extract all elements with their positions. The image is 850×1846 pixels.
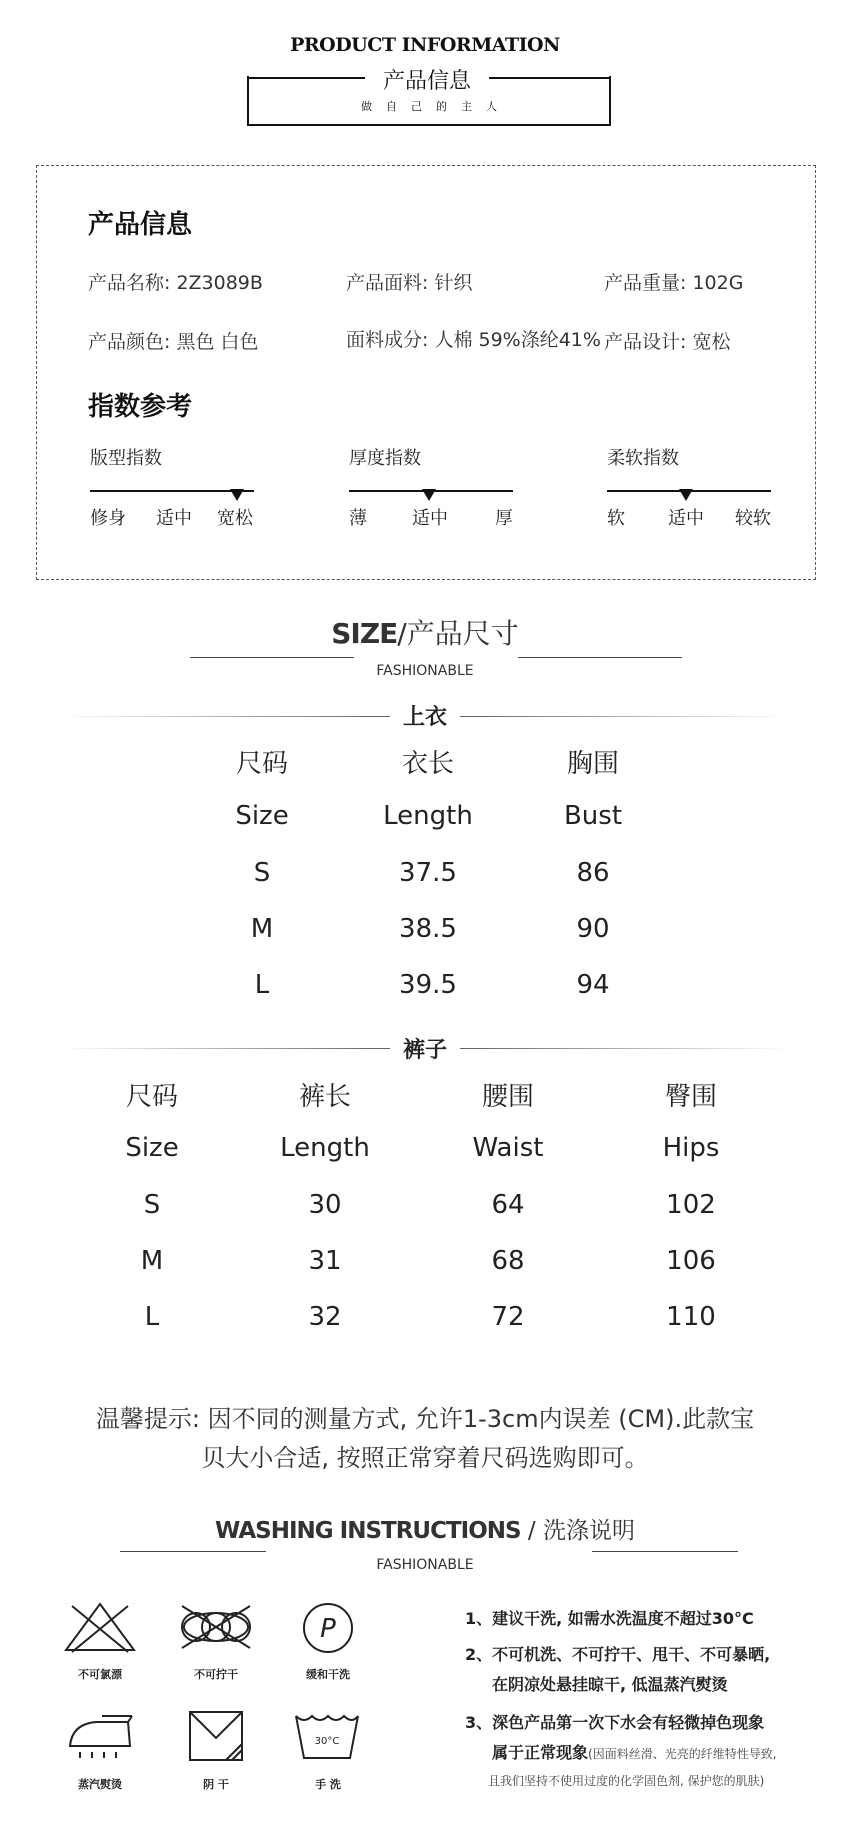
pants-row-l-size: L (144, 1302, 160, 1332)
pants-header-zh-waist: 腰围 (481, 1082, 534, 1112)
pants-row-m-waist: 68 (491, 1246, 525, 1276)
top-row-l-size: L (254, 970, 270, 1000)
scale-fit-tick-3: 宽松 (217, 508, 253, 529)
scale-thickness-tick-2: 适中 (412, 508, 448, 529)
steam-iron-caption: 蒸汽熨烫 (78, 1778, 122, 1791)
wash-instruction-2: 2、不可机洗、不可拧干、甩干、不可暴晒, (465, 1645, 771, 1664)
top-row-m-length: 38.5 (399, 914, 457, 944)
pants-header-en-size: Size (125, 1133, 179, 1163)
scale-softness-label: 柔软指数 (607, 448, 679, 469)
scale-softness-marker-icon (679, 489, 693, 501)
shade-dry-caption: 阴 干 (203, 1778, 229, 1791)
pants-row-m-hips: 106 (666, 1246, 716, 1276)
pants-row-s-length: 30 (308, 1190, 342, 1220)
pants-row-m-length: 31 (308, 1246, 342, 1276)
size-title-zh: /产品尺寸 (397, 617, 519, 650)
top-row-s-bust: 86 (576, 858, 610, 888)
steam-iron-icon (62, 1710, 138, 1762)
scale-softness-tick-1: 软 (607, 508, 625, 529)
hand-wash-icon (292, 1708, 362, 1764)
info-product-name: 产品名称: 2Z3089B (88, 272, 263, 294)
washing-title-zh: / 洗涤说明 (520, 1518, 635, 1544)
wash-instruction-3: 3、深色产品第一次下水会有轻微掉色现象 (465, 1713, 765, 1732)
size-tip-line-1: 温馨提示: 因不同的测量方式, 允许1-3cm内误差 (CM).此款宝 (95, 1405, 755, 1433)
scale-fit-tick-1: 修身 (90, 508, 126, 529)
no-wring-caption: 不可拧干 (194, 1668, 238, 1681)
scale-thickness-label: 厚度指数 (349, 448, 421, 469)
info-product-design: 产品设计: 宽松 (604, 331, 731, 353)
top-header-en-length: Length (383, 801, 473, 831)
shade-dry-icon (186, 1708, 246, 1764)
dry-clean-caption: 缓和干洗 (306, 1668, 350, 1681)
pants-table-title: 裤子 (402, 1038, 447, 1063)
top-table-title: 上衣 (402, 705, 447, 730)
header-rule-right (489, 77, 611, 79)
top-header-en-size: Size (235, 801, 289, 831)
no-bleach-icon (62, 1600, 138, 1654)
pants-header-en-waist: Waist (472, 1133, 544, 1163)
hand-wash-caption: 手 洗 (315, 1778, 341, 1791)
top-row-l-bust: 94 (576, 970, 610, 1000)
wash-instruction-1: 1、建议干洗, 如需水洗温度不超过30°C (465, 1609, 754, 1628)
pants-row-s-hips: 102 (666, 1190, 716, 1220)
top-row-s-length: 37.5 (399, 858, 457, 888)
wash-instruction-2b: 在阴凉处悬挂晾干, 低温蒸汽熨烫 (492, 1675, 728, 1694)
washing-section-title (0, 1512, 850, 1545)
hand-wash-temp: 30°C (314, 1736, 340, 1747)
info-product-weight: 产品重量: 102G (604, 272, 744, 294)
size-title-rule-right (518, 657, 682, 658)
info-product-color: 产品颜色: 黑色 白色 (88, 331, 259, 353)
pants-row-l-length: 32 (308, 1302, 342, 1332)
scale-fit-label: 版型指数 (90, 448, 162, 469)
header-title-en: PRODUCT INFORMATION (290, 34, 560, 56)
top-header-zh-length: 衣长 (401, 749, 454, 779)
top-row-m-size: M (250, 914, 274, 944)
pants-header-zh-hips: 臀围 (664, 1082, 717, 1112)
scale-softness-tick-3: 较软 (735, 508, 771, 529)
no-bleach-caption: 不可氯漂 (78, 1668, 122, 1681)
header-rule-left (247, 77, 365, 79)
pants-header-zh-size: 尺码 (125, 1082, 178, 1112)
pants-row-l-hips: 110 (666, 1302, 716, 1332)
header-subtitle: 做自己的主人 (361, 100, 511, 113)
pants-row-s-size: S (143, 1190, 161, 1220)
washing-title-rule-right (592, 1551, 738, 1552)
info-section-title: 产品信息 (88, 210, 193, 240)
top-header-zh-size: 尺码 (235, 749, 288, 779)
washing-subtitle: FASHIONABLE (376, 1557, 474, 1573)
size-tip-line-2: 贝大小合适, 按照正常穿着尺码选购即可。 (201, 1444, 649, 1472)
scale-thickness-tick-3: 厚 (495, 508, 513, 529)
top-rule-left (60, 716, 390, 717)
pants-row-m-size: M (140, 1246, 164, 1276)
scale-thickness-marker-icon (422, 489, 436, 501)
header-title-zh: 产品信息 (382, 69, 471, 94)
size-section-title (0, 612, 850, 652)
dry-clean-icon (300, 1600, 356, 1656)
top-header-zh-bust: 胸围 (566, 749, 619, 779)
pants-header-en-hips: Hips (662, 1133, 720, 1163)
wash-instruction-3b (492, 1740, 777, 1763)
pants-rule-right (460, 1048, 790, 1049)
wash-instruction-3b-bold: 属于正常现象 (492, 1743, 589, 1762)
scale-softness-tick-2: 适中 (668, 508, 704, 529)
top-row-s-size: S (253, 858, 271, 888)
top-header-en-bust: Bust (563, 801, 623, 831)
washing-title-en: WASHING INSTRUCTIONS (215, 1518, 521, 1544)
size-title-en: SIZE (331, 617, 398, 650)
scale-fit-tick-2: 适中 (156, 508, 192, 529)
pants-rule-left (60, 1048, 390, 1049)
top-row-m-bust: 90 (576, 914, 610, 944)
washing-title-rule-left (120, 1551, 266, 1552)
scale-thickness-tick-1: 薄 (349, 508, 367, 529)
wash-instruction-3c: 且我们坚持不使用过度的化学固色剂, 保护您的肌肤) (488, 1774, 765, 1788)
scale-fit-marker-icon (230, 489, 244, 501)
pants-header-zh-length: 裤长 (298, 1082, 351, 1112)
info-product-fabric: 产品面料: 针织 (346, 272, 473, 294)
top-row-l-length: 39.5 (399, 970, 457, 1000)
size-subtitle: FASHIONABLE (376, 663, 474, 679)
pants-row-s-waist: 64 (491, 1190, 525, 1220)
pants-row-l-waist: 72 (491, 1302, 525, 1332)
no-wring-icon (174, 1602, 258, 1652)
pants-header-en-length: Length (280, 1133, 370, 1163)
info-product-composition: 面料成分: 人棉 59%涤纶41% (346, 329, 601, 351)
size-title-rule-left (190, 657, 354, 658)
wash-instruction-3b-note: (因面料丝滑、光亮的纤维特性导致, (588, 1747, 777, 1761)
index-section-title: 指数参考 (88, 392, 193, 422)
top-rule-right (460, 716, 790, 717)
svg-text:P: P (320, 1614, 336, 1644)
